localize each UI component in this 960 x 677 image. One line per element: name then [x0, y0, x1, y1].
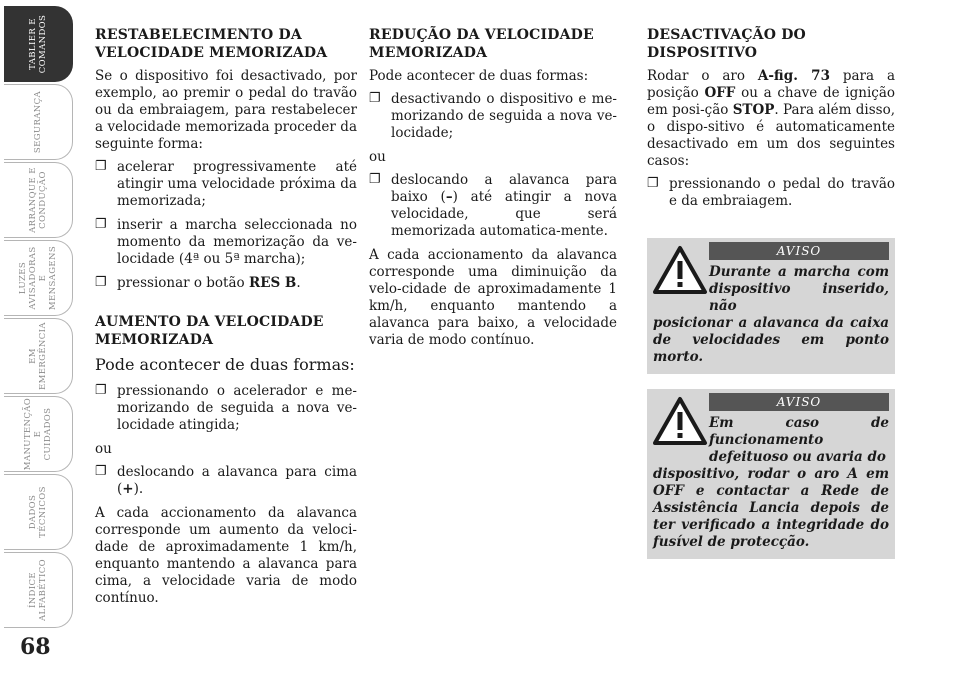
- bullet-list: [95, 464, 357, 498]
- tab-seguranca[interactable]: [4, 84, 73, 160]
- bold-text: STOP: [732, 102, 775, 118]
- section-title-aumento: AUMENTO DA VELOCIDADE MEMORIZADA: [95, 314, 324, 348]
- warning-box-2: [647, 389, 895, 559]
- tab-label: ARRANQUE E CONDUÇÃO: [28, 167, 48, 233]
- tab-tablier-comandos[interactable]: [4, 6, 73, 82]
- tab-label: LUZES AVISADORAS E MENSAGENS: [18, 245, 58, 311]
- page-number: 68: [20, 634, 51, 660]
- section-intro: Pode acontecer de duas formas:: [95, 355, 355, 374]
- list-item: ❐ desactivando o dispositivo e me-morizando de seguida a nova ve-locidade;: [369, 91, 617, 142]
- list-item: ❐ acelerar progressivamente até atingir uma velocidade próxima da memorizada;: [95, 159, 357, 210]
- tab-indice-alfabetico[interactable]: [4, 552, 73, 628]
- text: pressionar o botão: [117, 275, 249, 291]
- section-title-reducao: REDUÇÃO DA VELOCIDADE MEMORIZADA: [369, 27, 594, 61]
- list-item: ❐ pressionando o pedal do travão e da embraiagem.: [647, 176, 895, 210]
- bullet-list: [369, 91, 617, 142]
- or-text: ou: [369, 149, 386, 165]
- tab-label: DADOS TÉCNICOS: [28, 486, 48, 538]
- tab-label: TABLIER E COMANDOS: [28, 14, 48, 74]
- text: Rodar o aro: [647, 68, 758, 84]
- warning-box-1: [647, 238, 895, 374]
- text: ) até atingir a nova velocidade, que será memorizada automatica-mente.: [391, 189, 617, 239]
- tab-label: MANUTENÇÃO E CUIDADOS: [23, 397, 53, 471]
- paragraph: [647, 68, 895, 170]
- list-item: [95, 275, 357, 292]
- list-item: ❐ pressionando o acelerador e me-morizando de seguida a nova ve-locidade atingida;: [95, 383, 357, 434]
- paragraph: Se o dispositivo foi desactivado, por exemplo, ao premir o pedal do travão ou da embraiagem, para restabelecer a velocidade memorizada proceder da seguinte forma:: [95, 68, 357, 152]
- warning-triangle-icon: [651, 395, 709, 447]
- text: . Para além disso, o dispo-sitivo é automaticamente desactivado em um dos seguintes casos:: [647, 102, 895, 169]
- list-item: [369, 172, 617, 240]
- text: ).: [133, 481, 144, 497]
- tab-manutencao-cuidados[interactable]: [4, 396, 73, 472]
- warning-text-first: Durante a marcha com dispositivo inserido, não: [709, 264, 889, 314]
- bullet-list: [95, 383, 357, 434]
- section-sidebar: [0, 0, 84, 677]
- column-3: [647, 26, 895, 217]
- list-item: ❐ inserir a marcha seleccionada no momento da memorização da ve-locidade (4ª ou 5ª marcha);: [95, 217, 357, 268]
- or-text: ou: [95, 441, 112, 457]
- column-1: [95, 26, 357, 613]
- tab-label: SEGURANÇA: [33, 90, 43, 154]
- bold-text: –: [445, 189, 453, 205]
- warning-text-rest: dispositivo, rodar o aro A em OFF e contactar a Rede de Assistência Lancia depois de ter verificado a integridade do fusível de protecção.: [653, 466, 889, 550]
- section-title-desactivacao: DESACTIVAÇÃO DO DISPOSITIVO: [647, 27, 806, 61]
- column-2: [369, 26, 617, 355]
- paragraph: A cada accionamento da alavanca corresponde uma diminuição da velo-cidade de aproximadamente 1 km/h, enquanto mantendo a alavanca para baixo, a velocidade varia de modo contínuo.: [369, 247, 617, 348]
- tab-em-emergencia[interactable]: [4, 318, 73, 394]
- text: deslocando a alavanca para cima (: [117, 464, 357, 497]
- bullet-list: [369, 172, 617, 240]
- tab-arranque-conducao[interactable]: [4, 162, 73, 238]
- tab-dados-tecnicos[interactable]: [4, 474, 73, 550]
- list-item: [95, 464, 357, 498]
- text: ou a chave de ignição em posi-ção: [647, 85, 895, 118]
- warning-header: AVISO: [709, 393, 889, 411]
- tab-luzes-avisadoras[interactable]: [4, 240, 73, 316]
- warning-text-first: Em caso de funcionamento defeituoso ou avaria do: [709, 415, 889, 465]
- text: para a posição: [647, 68, 895, 101]
- bullet-list: [647, 176, 895, 210]
- bold-text: +: [122, 481, 134, 497]
- paragraph: A cada accionamento da alavanca corresponde um aumento da veloci-dade de aproximadamente 1 km/h, enquanto mantendo a alavanca para cima, a velocidade varia de modo contínuo.: [95, 505, 357, 606]
- bold-text: A-fig. 73: [757, 68, 830, 84]
- bullet-list: [95, 159, 357, 292]
- warning-triangle-icon: [651, 244, 709, 296]
- tab-label: EM EMERGÊNCIA: [28, 322, 48, 390]
- text: deslocando a alavanca para baixo (: [391, 172, 617, 205]
- text: .: [296, 275, 301, 291]
- bold-text: RES B: [248, 275, 297, 291]
- bold-text: OFF: [704, 85, 736, 101]
- section-title-restabelecimento: RESTABELECIMENTO DA VELOCIDADE MEMORIZADA: [95, 27, 328, 61]
- tab-label: ÍNDICE ALFABÉTICO: [28, 558, 48, 622]
- section-intro: Pode acontecer de duas formas:: [369, 68, 589, 84]
- warning-header: AVISO: [709, 242, 889, 260]
- warning-text-rest: posicionar a alavanca da caixa de velocidades em ponto morto.: [653, 315, 889, 365]
